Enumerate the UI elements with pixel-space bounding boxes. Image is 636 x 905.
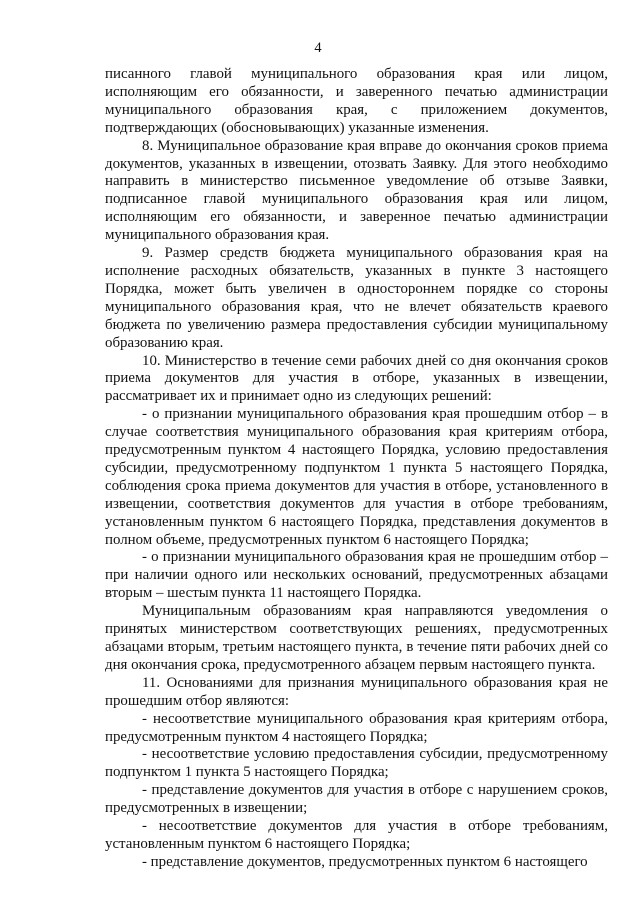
paragraph: Муниципальным образованиям края направляются уведомления о принятых министерством соответствующих решениях, предусмотренных абзацами вторым, третьим настоящего пункта, в течение пяти рабочих дней со дня окончания срока, предусмотренного абзацем первым настоящего пункта. <box>105 603 608 673</box>
list-item: - несоответствие условию предоставления субсидии, предусмотренному подпунктом 1 пункта 5 настоящего Порядка; <box>105 746 608 781</box>
paragraph: 8. Муниципальное образование края вправе до окончания сроков приема документов, указанных в извещении, отозвать Заявку. Для этого необходимо направить в министерство письменное уведомление об отзыве Заявки, подписанное главой муниципального образования края или лицом, исполняющим его обязанности, и заверенное печатью администрации муниципального образования края. <box>105 137 608 244</box>
page-number: 4 <box>314 40 322 56</box>
paragraph: 9. Размер средств бюджета муниципального образования края на исполнение расходных обязательств, указанных в пункте 3 настоящего Порядка, может быть увеличен в одностороннем порядке со стороны муниципального образования края, что не влечет обязательств краевого бюджета по увеличению размера предоставления субсидии муниципальному образованию края. <box>105 245 608 351</box>
document-body <box>105 66 608 872</box>
paragraph: 10. Министерство в течение семи рабочих дней со дня окончания сроков приема документов для участия в отборе, указанных в извещении, рассматривает их и принимает одно из следующих решений: <box>105 352 608 405</box>
list-item: - несоответствие муниципального образования края критериям отбора, предусмотренным пунктом 4 настоящего Порядка; <box>105 710 608 745</box>
list-item: - о признании муниципального образования края прошедшим отбор – в случае соответствия муниципального образования края критериям отбора, предусмотренным пунктом 4 настоящего Порядка, условию предоставления субсидии, предусмотренному подпунктом 1 пункта 5 настоящего Порядка, соблюдения срока приема документов для участия в отборе, установленного в извещении, соответствия документов для участия в отборе требованиям, установленным пунктом 6 настоящего Порядка, представления документов в полном объеме, предусмотренных пунктом 6 настоящего Порядка; <box>105 406 608 548</box>
list-item: - несоответствие документов для участия в отборе требованиям, установленным пунктом 6 настоящего Порядка; <box>105 818 608 852</box>
paragraph: 11. Основаниями для признания муниципального образования края не прошедшим отбор являются: <box>105 674 608 709</box>
list-item: - представление документов, предусмотренных пунктом 6 настоящего <box>142 853 588 870</box>
list-item: - представление документов для участия в отборе с нарушением сроков, предусмотренных в извещении; <box>105 782 608 817</box>
paragraph: писанного главой муниципального образования края или лицом, исполняющим его обязанности, и заверенного печатью администрации муниципального образования края, с приложением документов, подтверждающих (обосновывающих) указанные изменения. <box>105 66 608 136</box>
list-item: - о признании муниципального образования края не прошедшим отбор – при наличии одного или нескольких оснований, предусмотренных абзацами вторым – шестым пункта 11 настоящего Порядка. <box>105 549 608 602</box>
